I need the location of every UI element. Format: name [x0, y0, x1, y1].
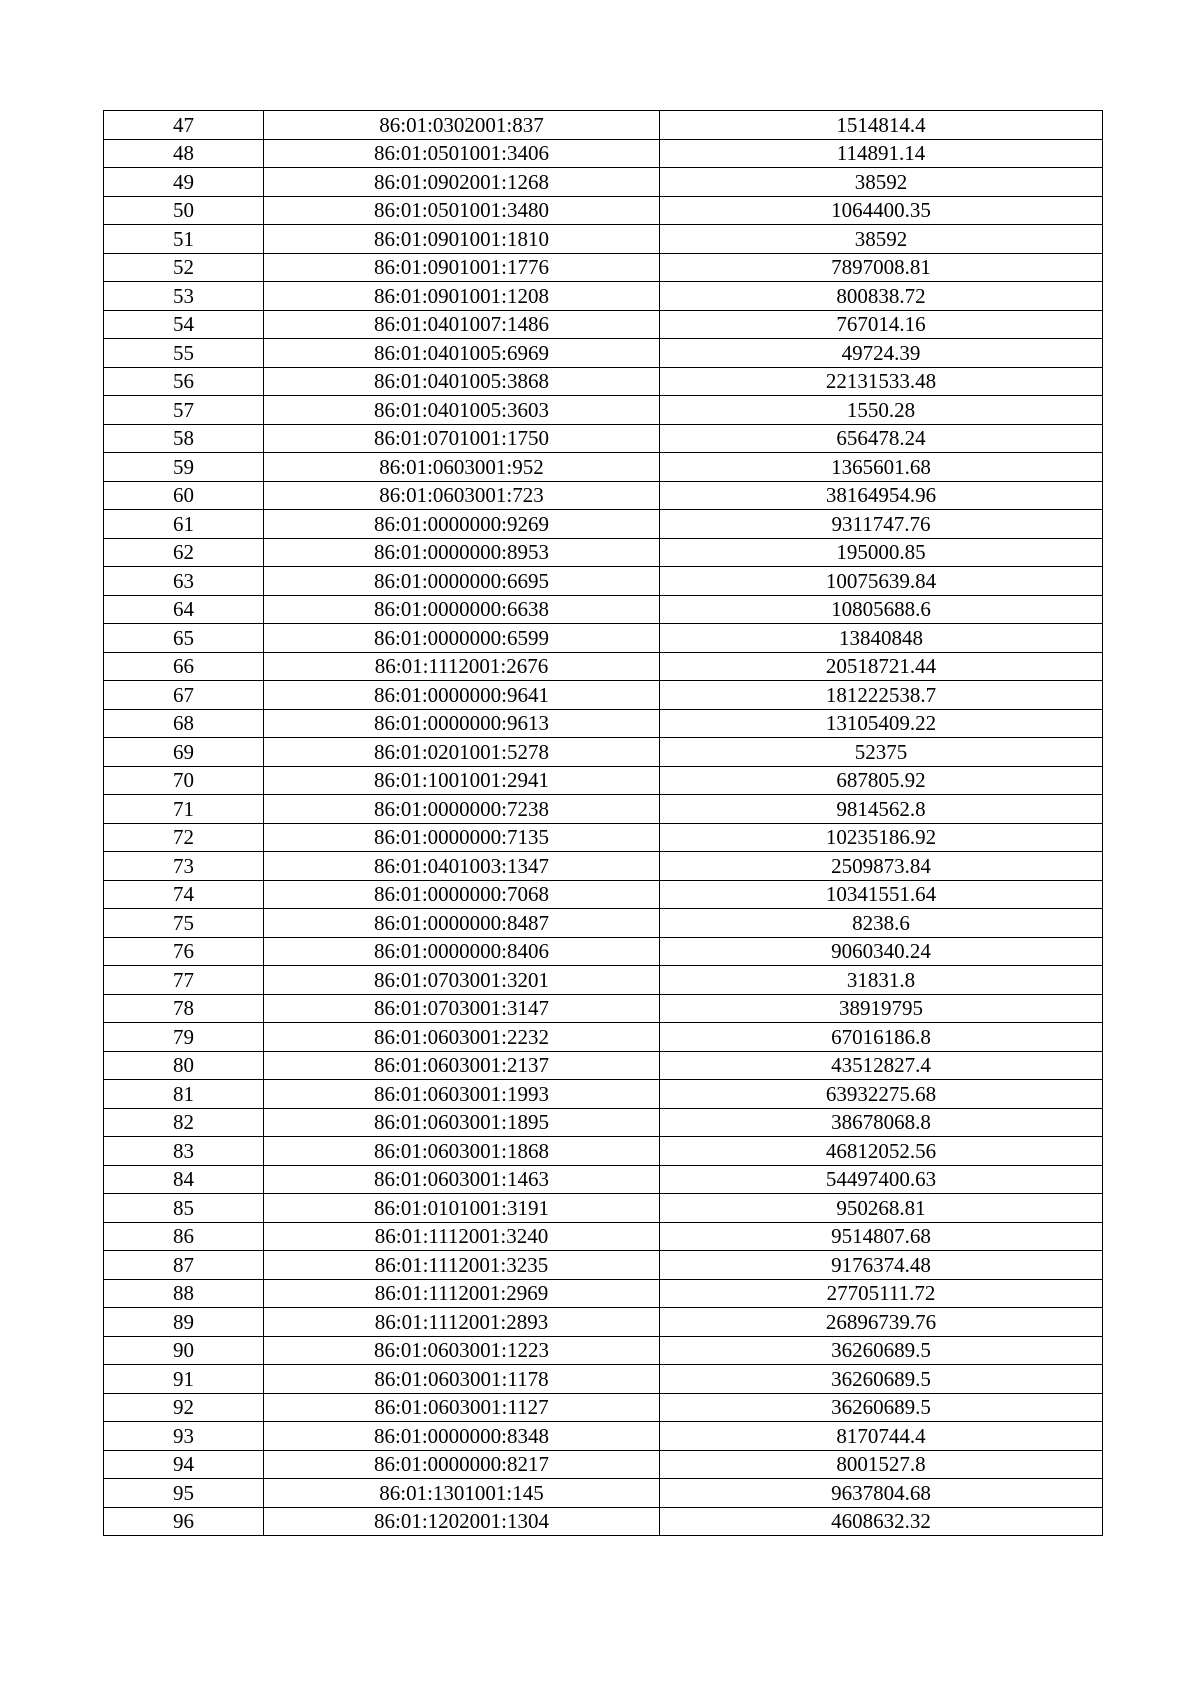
row-number-cell: 47: [104, 111, 264, 140]
cadastral-value-cell: 63932275.68: [660, 1080, 1103, 1109]
cadastral-value-cell: 36260689.5: [660, 1336, 1103, 1365]
cadastral-number-cell: 86:01:0101001:3191: [264, 1194, 660, 1223]
cadastral-number-cell: 86:01:0000000:6695: [264, 567, 660, 596]
table-row: [104, 424, 1103, 453]
table-row: [104, 1194, 1103, 1223]
cadastral-value-cell: 8170744.4: [660, 1422, 1103, 1451]
table-row: [104, 538, 1103, 567]
table-row: [104, 1165, 1103, 1194]
table-row: [104, 1507, 1103, 1536]
cadastral-number-cell: 86:01:1301001:145: [264, 1479, 660, 1508]
row-number-cell: 65: [104, 624, 264, 653]
table-row: [104, 823, 1103, 852]
row-number-cell: 94: [104, 1450, 264, 1479]
cadastral-number-cell: 86:01:0000000:7068: [264, 880, 660, 909]
row-number-cell: 48: [104, 139, 264, 168]
cadastral-value-cell: 26896739.76: [660, 1308, 1103, 1337]
table-row: [104, 1279, 1103, 1308]
cadastral-value-cell: 656478.24: [660, 424, 1103, 453]
cadastral-value-cell: 20518721.44: [660, 652, 1103, 681]
row-number-cell: 67: [104, 681, 264, 710]
table-row: [104, 595, 1103, 624]
cadastral-number-cell: 86:01:0603001:2232: [264, 1023, 660, 1052]
row-number-cell: 79: [104, 1023, 264, 1052]
table-row: [104, 510, 1103, 539]
row-number-cell: 91: [104, 1365, 264, 1394]
table-row: [104, 766, 1103, 795]
cadastral-number-cell: 86:01:0901001:1810: [264, 225, 660, 254]
cadastral-number-cell: 86:01:1001001:2941: [264, 766, 660, 795]
cadastral-number-cell: 86:01:0302001:837: [264, 111, 660, 140]
row-number-cell: 57: [104, 396, 264, 425]
cadastral-number-cell: 86:01:0401003:1347: [264, 852, 660, 881]
row-number-cell: 90: [104, 1336, 264, 1365]
cadastral-number-cell: 86:01:0902001:1268: [264, 168, 660, 197]
cadastral-value-cell: 9514807.68: [660, 1222, 1103, 1251]
row-number-cell: 54: [104, 310, 264, 339]
cadastral-number-cell: 86:01:0000000:8953: [264, 538, 660, 567]
cadastral-number-cell: 86:01:0703001:3201: [264, 966, 660, 995]
table-row: [104, 1251, 1103, 1280]
table-row: [104, 738, 1103, 767]
table-row: [104, 994, 1103, 1023]
cadastral-value-cell: 9814562.8: [660, 795, 1103, 824]
row-number-cell: 68: [104, 709, 264, 738]
cadastral-value-cell: 10075639.84: [660, 567, 1103, 596]
cadastral-number-cell: 86:01:0000000:7135: [264, 823, 660, 852]
table-row: [104, 168, 1103, 197]
table-row: [104, 453, 1103, 482]
cadastral-number-cell: 86:01:1112001:2676: [264, 652, 660, 681]
table-row: [104, 909, 1103, 938]
cadastral-number-cell: 86:01:0401005:3603: [264, 396, 660, 425]
table-row: [104, 1222, 1103, 1251]
row-number-cell: 59: [104, 453, 264, 482]
row-number-cell: 58: [104, 424, 264, 453]
cadastral-number-cell: 86:01:0603001:1895: [264, 1108, 660, 1137]
table-row: [104, 367, 1103, 396]
cadastral-number-cell: 86:01:1112001:3240: [264, 1222, 660, 1251]
row-number-cell: 76: [104, 937, 264, 966]
table-row: [104, 567, 1103, 596]
cadastral-value-cell: 38592: [660, 168, 1103, 197]
cadastral-value-cell: 1514814.4: [660, 111, 1103, 140]
cadastral-value-table: [103, 110, 1103, 1536]
table-row: [104, 196, 1103, 225]
row-number-cell: 49: [104, 168, 264, 197]
cadastral-number-cell: 86:01:0000000:8217: [264, 1450, 660, 1479]
cadastral-value-cell: 8238.6: [660, 909, 1103, 938]
row-number-cell: 84: [104, 1165, 264, 1194]
cadastral-value-cell: 10805688.6: [660, 595, 1103, 624]
row-number-cell: 50: [104, 196, 264, 225]
cadastral-number-cell: 86:01:0603001:1993: [264, 1080, 660, 1109]
cadastral-value-cell: 13105409.22: [660, 709, 1103, 738]
cadastral-number-cell: 86:01:0000000:6638: [264, 595, 660, 624]
cadastral-number-cell: 86:01:0701001:1750: [264, 424, 660, 453]
cadastral-value-cell: 114891.14: [660, 139, 1103, 168]
document-table-container: [103, 110, 1102, 1536]
row-number-cell: 89: [104, 1308, 264, 1337]
table-row: [104, 1080, 1103, 1109]
table-row: [104, 1393, 1103, 1422]
table-row: [104, 396, 1103, 425]
row-number-cell: 74: [104, 880, 264, 909]
row-number-cell: 87: [104, 1251, 264, 1280]
cadastral-value-cell: 38592: [660, 225, 1103, 254]
table-row: [104, 1023, 1103, 1052]
cadastral-value-cell: 52375: [660, 738, 1103, 767]
table-row: [104, 681, 1103, 710]
cadastral-value-cell: 9060340.24: [660, 937, 1103, 966]
cadastral-number-cell: 86:01:0603001:1223: [264, 1336, 660, 1365]
cadastral-value-cell: 46812052.56: [660, 1137, 1103, 1166]
cadastral-number-cell: 86:01:1112001:2893: [264, 1308, 660, 1337]
table-row: [104, 880, 1103, 909]
table-row: [104, 1108, 1103, 1137]
cadastral-number-cell: 86:01:1112001:2969: [264, 1279, 660, 1308]
cadastral-value-cell: 54497400.63: [660, 1165, 1103, 1194]
table-row: [104, 310, 1103, 339]
cadastral-number-cell: 86:01:0000000:7238: [264, 795, 660, 824]
row-number-cell: 70: [104, 766, 264, 795]
cadastral-value-cell: 767014.16: [660, 310, 1103, 339]
table-row: [104, 1479, 1103, 1508]
cadastral-number-cell: 86:01:0603001:1868: [264, 1137, 660, 1166]
cadastral-value-cell: 7897008.81: [660, 253, 1103, 282]
cadastral-value-cell: 38678068.8: [660, 1108, 1103, 1137]
table-row: [104, 1336, 1103, 1365]
table-row: [104, 709, 1103, 738]
cadastral-number-cell: 86:01:0501001:3480: [264, 196, 660, 225]
cadastral-value-cell: 67016186.8: [660, 1023, 1103, 1052]
cadastral-value-cell: 4608632.32: [660, 1507, 1103, 1536]
cadastral-number-cell: 86:01:0000000:8406: [264, 937, 660, 966]
cadastral-value-cell: 27705111.72: [660, 1279, 1103, 1308]
table-row: [104, 1137, 1103, 1166]
row-number-cell: 93: [104, 1422, 264, 1451]
row-number-cell: 56: [104, 367, 264, 396]
table-row: [104, 1051, 1103, 1080]
row-number-cell: 73: [104, 852, 264, 881]
cadastral-value-cell: 22131533.48: [660, 367, 1103, 396]
cadastral-number-cell: 86:01:0000000:9613: [264, 709, 660, 738]
cadastral-value-cell: 1550.28: [660, 396, 1103, 425]
row-number-cell: 60: [104, 481, 264, 510]
table-row: [104, 225, 1103, 254]
row-number-cell: 71: [104, 795, 264, 824]
cadastral-number-cell: 86:01:0703001:3147: [264, 994, 660, 1023]
cadastral-value-cell: 10235186.92: [660, 823, 1103, 852]
cadastral-number-cell: 86:01:0603001:1127: [264, 1393, 660, 1422]
table-row: [104, 339, 1103, 368]
row-number-cell: 61: [104, 510, 264, 539]
cadastral-number-cell: 86:01:0603001:2137: [264, 1051, 660, 1080]
cadastral-value-cell: 9311747.76: [660, 510, 1103, 539]
cadastral-value-cell: 195000.85: [660, 538, 1103, 567]
cadastral-number-cell: 86:01:0201001:5278: [264, 738, 660, 767]
table-row: [104, 282, 1103, 311]
cadastral-number-cell: 86:01:0000000:8348: [264, 1422, 660, 1451]
row-number-cell: 63: [104, 567, 264, 596]
table-row: [104, 1422, 1103, 1451]
row-number-cell: 82: [104, 1108, 264, 1137]
row-number-cell: 51: [104, 225, 264, 254]
cadastral-number-cell: 86:01:0401005:6969: [264, 339, 660, 368]
cadastral-number-cell: 86:01:1202001:1304: [264, 1507, 660, 1536]
row-number-cell: 95: [104, 1479, 264, 1508]
table-row: [104, 795, 1103, 824]
row-number-cell: 83: [104, 1137, 264, 1166]
row-number-cell: 64: [104, 595, 264, 624]
table-row: [104, 852, 1103, 881]
table-row: [104, 253, 1103, 282]
cadastral-value-cell: 181222538.7: [660, 681, 1103, 710]
row-number-cell: 75: [104, 909, 264, 938]
cadastral-value-cell: 49724.39: [660, 339, 1103, 368]
cadastral-value-cell: 1064400.35: [660, 196, 1103, 225]
row-number-cell: 86: [104, 1222, 264, 1251]
row-number-cell: 78: [104, 994, 264, 1023]
row-number-cell: 80: [104, 1051, 264, 1080]
table-row: [104, 1365, 1103, 1394]
cadastral-number-cell: 86:01:0000000:9641: [264, 681, 660, 710]
row-number-cell: 62: [104, 538, 264, 567]
cadastral-number-cell: 86:01:0603001:1178: [264, 1365, 660, 1394]
row-number-cell: 53: [104, 282, 264, 311]
cadastral-number-cell: 86:01:0603001:952: [264, 453, 660, 482]
cadastral-number-cell: 86:01:0603001:1463: [264, 1165, 660, 1194]
cadastral-value-cell: 10341551.64: [660, 880, 1103, 909]
cadastral-number-cell: 86:01:0901001:1776: [264, 253, 660, 282]
cadastral-value-cell: 2509873.84: [660, 852, 1103, 881]
cadastral-value-cell: 8001527.8: [660, 1450, 1103, 1479]
cadastral-value-cell: 950268.81: [660, 1194, 1103, 1223]
cadastral-value-cell: 1365601.68: [660, 453, 1103, 482]
row-number-cell: 55: [104, 339, 264, 368]
cadastral-number-cell: 86:01:0000000:9269: [264, 510, 660, 539]
cadastral-number-cell: 86:01:0000000:8487: [264, 909, 660, 938]
table-row: [104, 1450, 1103, 1479]
row-number-cell: 85: [104, 1194, 264, 1223]
cadastral-value-cell: 43512827.4: [660, 1051, 1103, 1080]
row-number-cell: 66: [104, 652, 264, 681]
row-number-cell: 92: [104, 1393, 264, 1422]
table-body: [104, 111, 1103, 1536]
row-number-cell: 52: [104, 253, 264, 282]
cadastral-value-cell: 13840848: [660, 624, 1103, 653]
table-row: [104, 966, 1103, 995]
cadastral-value-cell: 36260689.5: [660, 1393, 1103, 1422]
row-number-cell: 81: [104, 1080, 264, 1109]
cadastral-number-cell: 86:01:0603001:723: [264, 481, 660, 510]
row-number-cell: 88: [104, 1279, 264, 1308]
cadastral-value-cell: 38164954.96: [660, 481, 1103, 510]
row-number-cell: 96: [104, 1507, 264, 1536]
row-number-cell: 72: [104, 823, 264, 852]
cadastral-number-cell: 86:01:1112001:3235: [264, 1251, 660, 1280]
cadastral-value-cell: 9637804.68: [660, 1479, 1103, 1508]
table-row: [104, 624, 1103, 653]
table-row: [104, 652, 1103, 681]
cadastral-value-cell: 36260689.5: [660, 1365, 1103, 1394]
cadastral-number-cell: 86:01:0000000:6599: [264, 624, 660, 653]
table-row: [104, 139, 1103, 168]
cadastral-number-cell: 86:01:0901001:1208: [264, 282, 660, 311]
cadastral-value-cell: 687805.92: [660, 766, 1103, 795]
table-row: [104, 1308, 1103, 1337]
cadastral-number-cell: 86:01:0401007:1486: [264, 310, 660, 339]
row-number-cell: 77: [104, 966, 264, 995]
cadastral-value-cell: 800838.72: [660, 282, 1103, 311]
cadastral-number-cell: 86:01:0401005:3868: [264, 367, 660, 396]
table-row: [104, 481, 1103, 510]
cadastral-value-cell: 9176374.48: [660, 1251, 1103, 1280]
cadastral-value-cell: 38919795: [660, 994, 1103, 1023]
table-row: [104, 111, 1103, 140]
row-number-cell: 69: [104, 738, 264, 767]
cadastral-value-cell: 31831.8: [660, 966, 1103, 995]
cadastral-number-cell: 86:01:0501001:3406: [264, 139, 660, 168]
table-row: [104, 937, 1103, 966]
